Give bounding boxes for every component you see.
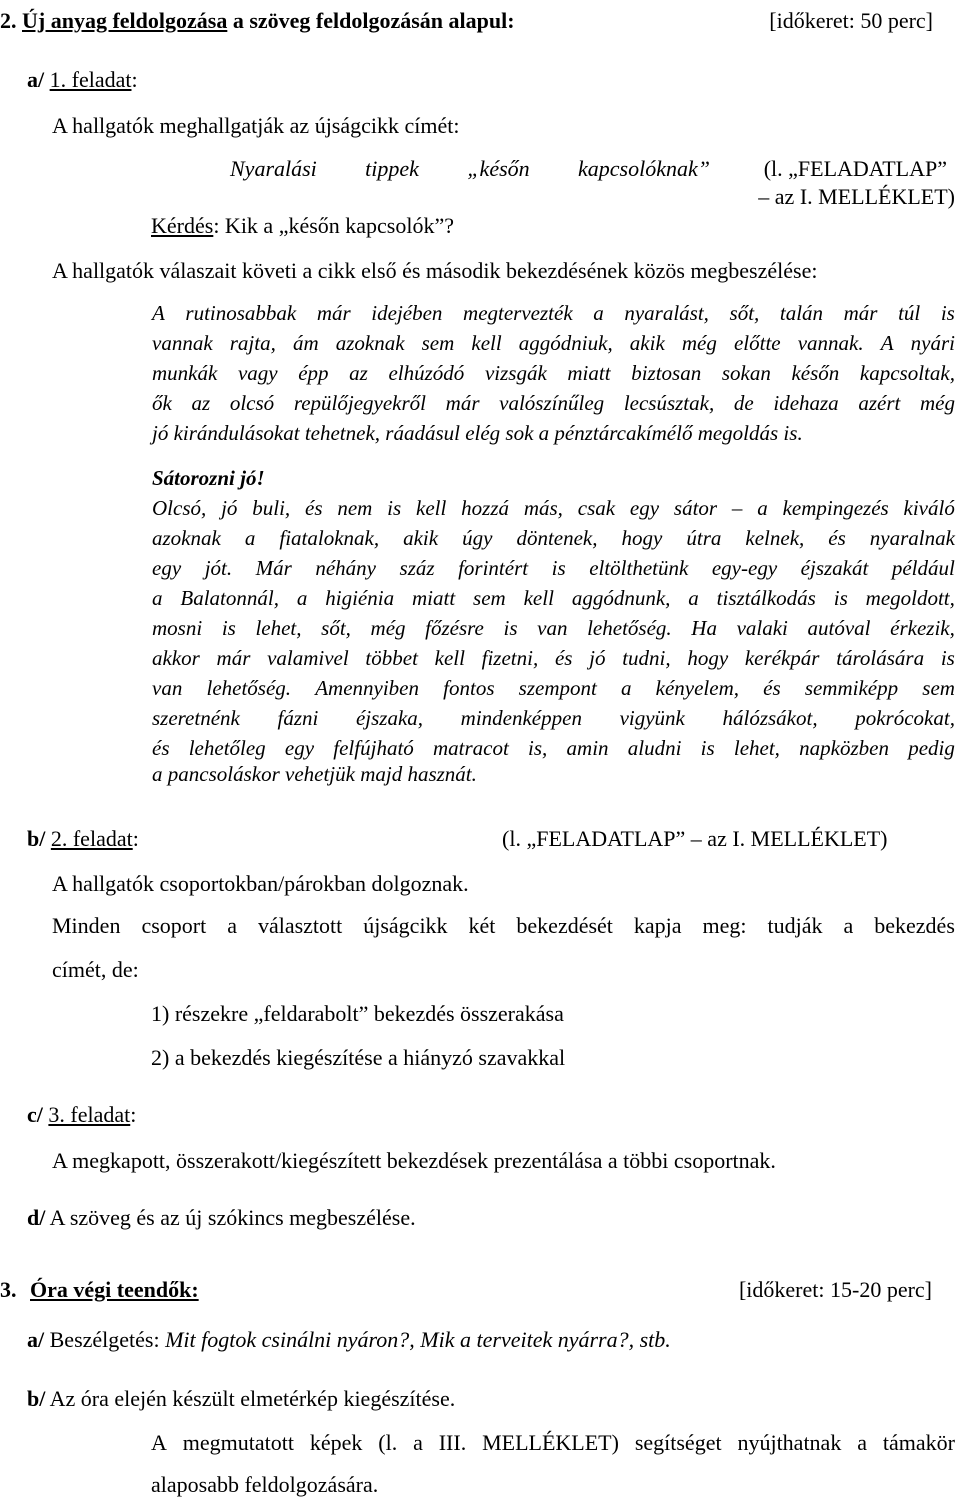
section2-number: 2. xyxy=(0,8,17,33)
paragraph-line: Olcsó, jó buli, és nem is kell hozzá más, csak egy sátor – a kempingezés kiváló xyxy=(152,496,955,520)
section2-heading xyxy=(0,8,515,34)
article-title-word: Nyaralási xyxy=(230,156,317,181)
task-a-label: a/ xyxy=(27,67,45,92)
section3-b-text: Az óra elején készült elmetérkép kiegészítése. xyxy=(45,1386,456,1411)
paragraph-line: a pancsoláskor vehetjük majd hasznát. xyxy=(152,762,477,786)
paragraph-line: egy jót. Már néhány száz forintért is eltölthetünk egy-egy éjszakát például xyxy=(152,556,955,580)
paragraph-line: akkor már valamivel többet kell fizetni, és jó tudni, hogy kerékpár tárolására is xyxy=(152,646,955,670)
task-c-label: c/ xyxy=(27,1102,43,1127)
paragraph-line: azoknak a fiataloknak, akik úgy döntenek, hogy útra kelnek, és nyaralnak xyxy=(152,526,955,550)
section3-heading xyxy=(0,1277,199,1303)
task-b-reference: (l. „FELADATLAP” – az I. MELLÉKLET) xyxy=(502,826,888,851)
task-a-colon: : xyxy=(131,67,138,92)
task-b-line3: címét, de: xyxy=(52,957,139,982)
task-b-heading xyxy=(27,826,139,852)
discussion-line: A hallgatók válaszait követi a cikk első és második bekezdésének közös megbeszélése: xyxy=(52,258,818,283)
task-d-label: d/ xyxy=(27,1205,46,1230)
paragraph-line: szeretnénk fázni éjszaka, mindenképpen vigyünk hálózsákot, pokrócokat, xyxy=(152,706,955,730)
task-b-item-1: 1) részekre „feldarabolt” bekezdés összerakása xyxy=(151,1001,564,1026)
paragraph-line: a Balatonnál, a higiénia miatt sem kell aggódnunk, a tisztálkodás is megoldott, xyxy=(152,586,955,610)
article-subheading: Sátorozni jó! xyxy=(152,466,265,490)
task-c-heading xyxy=(27,1102,136,1128)
task-c-line1: A megkapott, összerakott/kiegészített bekezdések prezentálása a többi csoportnak. xyxy=(52,1148,776,1173)
paragraph-line: jó kirándulásokat tehetnek, ráadásul elég sok a pénztárcakímélő megoldás is. xyxy=(152,421,803,445)
task-c-task: 3. feladat xyxy=(48,1102,131,1127)
section3-a-label: a/ xyxy=(27,1327,45,1352)
task-b-colon: : xyxy=(132,826,139,851)
section3-title: Óra végi teendők: xyxy=(30,1277,199,1302)
task-a-line1: A hallgatók meghallgatják az újságcikk címét: xyxy=(52,113,460,138)
paragraph-line: vannak rajta, ám azoknak sem kell aggódniuk, akik még előtte vannak. A nyári xyxy=(152,331,955,355)
article-reference-part2: – az I. MELLÉKLET) xyxy=(758,184,955,209)
section2-suffix: a szöveg feldolgozásán alapul: xyxy=(227,8,515,33)
task-b-line1: A hallgatók csoportokban/párokban dolgoznak. xyxy=(52,871,469,896)
section2-time: [időkeret: 50 perc] xyxy=(769,8,933,33)
question-label: Kérdés xyxy=(151,213,214,238)
task-a-task: 1. feladat xyxy=(49,67,132,92)
paragraph-line: ők az olcsó repülőjegyekről már valószínűleg lecsúsztak, de idehaza azért még xyxy=(152,391,955,415)
section2-title: Új anyag feldolgozása xyxy=(22,8,228,33)
section3-b-label: b/ xyxy=(27,1386,46,1411)
section3-b-line2: A megmutatott képek (l. a III. MELLÉKLET) segítséget nyújthatnak a támakör xyxy=(151,1430,955,1455)
section3-number: 3. xyxy=(0,1277,17,1302)
task-c-colon: : xyxy=(130,1102,137,1127)
article-title-word: kapcsolóknak” xyxy=(578,156,710,181)
article-title-word: „későn xyxy=(467,156,530,181)
paragraph-line: és lehetőleg egy felfújható matracot is, amin aludni is lehet, napközben pedig xyxy=(152,736,955,760)
question-line xyxy=(151,213,454,239)
paragraph-line: van lehetőség. Amennyiben fontos szempont a kényelem, és semmiképp sem xyxy=(152,676,955,700)
task-b-label: b/ xyxy=(27,826,46,851)
section3-a-text: Beszélgetés: xyxy=(44,1327,166,1352)
section3-time: [időkeret: 15-20 perc] xyxy=(738,1277,932,1302)
task-b-task: 2. feladat xyxy=(50,826,133,851)
paragraph-line: mosni is lehet, sőt, még főzésre is van lehetőség. Ha valaki autóval érkezik, xyxy=(152,616,955,640)
section3-a-italic: Mit fogtok csinálni nyáron?, Mik a terveitek nyárra?, stb. xyxy=(165,1327,671,1352)
paragraph-line: A rutinosabbak már idejében megtervezték a nyaralást, sőt, talán már túl is xyxy=(152,301,955,325)
article-reference-part1: (l. „FELADATLAP” xyxy=(763,156,947,181)
task-a-heading xyxy=(27,67,138,93)
section3-a-line xyxy=(27,1327,671,1353)
task-b-item-2: 2) a bekezdés kiegészítése a hiányzó szavakkal xyxy=(151,1045,566,1070)
task-d-line xyxy=(27,1205,416,1231)
question-text: : Kik a „későn kapcsolók”? xyxy=(213,213,455,238)
paragraph-line: munkák vagy épp az elhúzódó vizsgák miatt biztosan sokan későn kapcsoltak, xyxy=(152,361,955,385)
article-title xyxy=(230,156,710,182)
article-title-word: tippek xyxy=(365,156,419,181)
section3-b-line3: alaposabb feldolgozására. xyxy=(151,1472,379,1497)
task-b-line2: Minden csoport a választott újságcikk két bekezdését kapja meg: tudják a bekezdés xyxy=(52,913,955,938)
task-d-text: A szöveg és az új szókincs megbeszélése. xyxy=(45,1205,416,1230)
section3-b-line xyxy=(27,1386,455,1412)
